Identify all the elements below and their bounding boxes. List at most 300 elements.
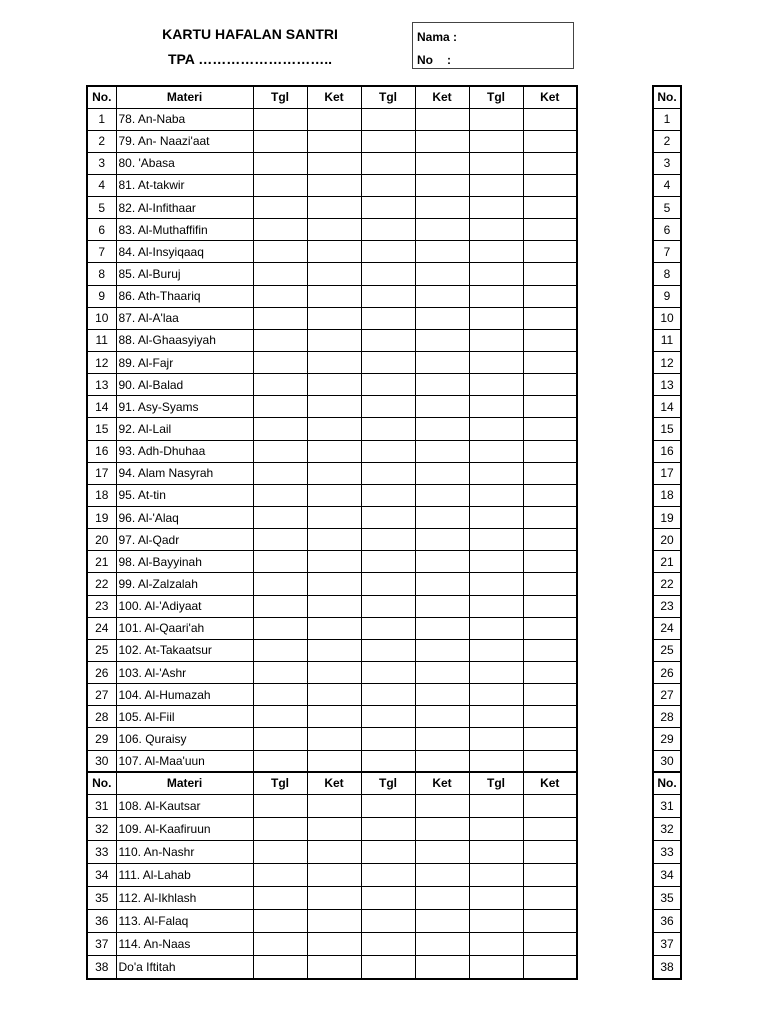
ket-cell[interactable]	[523, 219, 577, 241]
tgl-cell[interactable]	[361, 706, 415, 728]
ket-cell[interactable]	[307, 507, 361, 529]
tgl-cell[interactable]	[469, 910, 523, 933]
ket-cell[interactable]	[307, 197, 361, 219]
tgl-cell[interactable]	[361, 864, 415, 887]
tgl-cell[interactable]	[469, 684, 523, 706]
tgl-cell[interactable]	[469, 617, 523, 639]
table-row	[87, 551, 577, 573]
ket-cell[interactable]	[307, 263, 361, 285]
materi-cell: 100. Al-'Adiyaat	[116, 595, 253, 617]
ket-cell[interactable]	[415, 462, 469, 484]
tgl-cell[interactable]	[361, 263, 415, 285]
ket-cell[interactable]	[415, 329, 469, 351]
table-row	[87, 263, 577, 285]
ket-cell[interactable]	[307, 285, 361, 307]
ket-cell[interactable]	[415, 728, 469, 750]
tgl-cell[interactable]	[253, 352, 307, 374]
ket-cell[interactable]	[415, 887, 469, 910]
tgl-cell[interactable]	[253, 933, 307, 956]
tgl-cell[interactable]	[469, 864, 523, 887]
tgl-cell[interactable]	[469, 108, 523, 130]
tgl-cell[interactable]	[361, 484, 415, 506]
tgl-cell[interactable]	[361, 794, 415, 817]
tgl-cell[interactable]	[361, 197, 415, 219]
tgl-cell[interactable]	[469, 352, 523, 374]
ket-cell[interactable]	[415, 152, 469, 174]
ket-cell[interactable]	[415, 794, 469, 817]
tgl-cell[interactable]	[361, 910, 415, 933]
tgl-cell[interactable]	[361, 728, 415, 750]
side-row-number: 15	[653, 418, 681, 440]
tgl-cell[interactable]	[469, 933, 523, 956]
tgl-cell[interactable]	[253, 130, 307, 152]
tgl-cell[interactable]	[253, 285, 307, 307]
ket-cell[interactable]	[415, 197, 469, 219]
tgl-cell[interactable]	[469, 130, 523, 152]
row-number: 1	[87, 108, 116, 130]
tgl-cell[interactable]	[469, 484, 523, 506]
ket-cell[interactable]	[523, 817, 577, 840]
no-field[interactable]	[417, 53, 451, 67]
ket-cell[interactable]	[307, 750, 361, 772]
materi-cell: 86. Ath-Thaariq	[116, 285, 253, 307]
side-row-number: 23	[653, 595, 681, 617]
tgl-cell[interactable]	[469, 440, 523, 462]
tgl-cell[interactable]	[253, 484, 307, 506]
ket-cell[interactable]	[415, 551, 469, 573]
row-number: 8	[87, 263, 116, 285]
side-row-number: 2	[653, 130, 681, 152]
ket-cell[interactable]	[307, 329, 361, 351]
row-number: 30	[87, 750, 116, 772]
side-row	[653, 440, 681, 462]
ket-cell[interactable]	[415, 219, 469, 241]
tgl-cell[interactable]	[361, 307, 415, 329]
ket-cell[interactable]	[415, 374, 469, 396]
ket-cell[interactable]	[523, 595, 577, 617]
ket-cell[interactable]	[415, 617, 469, 639]
materi-cell: 97. Al-Qadr	[116, 529, 253, 551]
tgl-cell[interactable]	[469, 706, 523, 728]
tgl-cell[interactable]	[469, 529, 523, 551]
table-row	[87, 219, 577, 241]
tgl-cell[interactable]	[469, 374, 523, 396]
tgl-cell[interactable]	[253, 219, 307, 241]
ket-cell[interactable]	[307, 617, 361, 639]
tgl-cell[interactable]	[253, 794, 307, 817]
tgl-cell[interactable]	[469, 263, 523, 285]
tgl-cell[interactable]	[469, 662, 523, 684]
ket-cell[interactable]	[415, 750, 469, 772]
ket-cell[interactable]	[415, 529, 469, 551]
row-number: 38	[87, 956, 116, 979]
tgl-cell[interactable]	[253, 662, 307, 684]
ket-cell[interactable]	[307, 706, 361, 728]
ket-cell[interactable]	[523, 840, 577, 863]
materi-cell: 81. At-takwir	[116, 174, 253, 196]
row-number: 32	[87, 817, 116, 840]
table-row	[87, 728, 577, 750]
tgl-cell[interactable]	[361, 418, 415, 440]
tgl-cell[interactable]	[361, 662, 415, 684]
ket-cell[interactable]	[523, 794, 577, 817]
tgl-cell[interactable]	[469, 174, 523, 196]
ket-cell[interactable]	[307, 307, 361, 329]
ket-cell[interactable]	[415, 706, 469, 728]
side-row	[653, 617, 681, 639]
ket-cell[interactable]	[307, 817, 361, 840]
ket-cell[interactable]	[307, 152, 361, 174]
ket-cell[interactable]	[415, 840, 469, 863]
table-row	[87, 307, 577, 329]
ket-cell[interactable]	[415, 817, 469, 840]
tgl-cell[interactable]	[253, 152, 307, 174]
tgl-cell[interactable]	[361, 617, 415, 639]
tgl-cell[interactable]	[361, 840, 415, 863]
side-row	[653, 956, 681, 979]
row-number: 9	[87, 285, 116, 307]
row-number: 29	[87, 728, 116, 750]
table-row	[87, 529, 577, 551]
ket-cell[interactable]	[307, 529, 361, 551]
ket-cell[interactable]	[307, 728, 361, 750]
tgl-cell[interactable]	[253, 440, 307, 462]
ket-cell[interactable]	[523, 529, 577, 551]
table-row	[87, 484, 577, 506]
table-row	[87, 706, 577, 728]
side-row	[653, 551, 681, 573]
ket-cell[interactable]	[523, 263, 577, 285]
ket-cell[interactable]	[523, 108, 577, 130]
ket-cell[interactable]	[415, 864, 469, 887]
tgl-cell[interactable]	[253, 396, 307, 418]
side-row	[653, 794, 681, 817]
ket-cell[interactable]	[307, 462, 361, 484]
tgl-cell[interactable]	[469, 728, 523, 750]
tgl-cell[interactable]	[253, 684, 307, 706]
tgl-cell[interactable]	[361, 750, 415, 772]
materi-cell: 89. Al-Fajr	[116, 352, 253, 374]
tgl-cell[interactable]	[361, 817, 415, 840]
tgl-cell[interactable]	[253, 108, 307, 130]
ket-cell[interactable]	[523, 307, 577, 329]
tgl-cell[interactable]	[253, 418, 307, 440]
materi-cell: 110. An-Nashr	[116, 840, 253, 863]
ket-cell[interactable]	[307, 933, 361, 956]
ket-cell[interactable]	[415, 507, 469, 529]
ket-cell[interactable]	[415, 396, 469, 418]
tgl-cell[interactable]	[469, 307, 523, 329]
ket-cell[interactable]	[415, 684, 469, 706]
tgl-cell[interactable]	[469, 285, 523, 307]
column-header: Ket	[307, 86, 361, 108]
ket-cell[interactable]	[415, 595, 469, 617]
ket-cell[interactable]	[523, 329, 577, 351]
tgl-cell[interactable]	[253, 817, 307, 840]
ket-cell[interactable]	[523, 241, 577, 263]
tgl-cell[interactable]	[361, 507, 415, 529]
tgl-cell[interactable]	[253, 507, 307, 529]
ket-cell[interactable]	[307, 551, 361, 573]
tgl-cell[interactable]	[253, 529, 307, 551]
side-row-number: 29	[653, 728, 681, 750]
tgl-cell[interactable]	[253, 329, 307, 351]
tgl-cell[interactable]	[253, 174, 307, 196]
table-row	[87, 864, 577, 887]
tgl-cell[interactable]	[361, 573, 415, 595]
materi-cell: 94. Alam Nasyrah	[116, 462, 253, 484]
ket-cell[interactable]	[523, 684, 577, 706]
ket-cell[interactable]	[523, 551, 577, 573]
nama-field[interactable]	[417, 30, 457, 44]
tgl-cell[interactable]	[253, 617, 307, 639]
tgl-cell[interactable]	[253, 639, 307, 661]
tgl-cell[interactable]	[361, 551, 415, 573]
ket-cell[interactable]	[523, 617, 577, 639]
tgl-cell[interactable]	[253, 864, 307, 887]
tgl-cell[interactable]	[253, 595, 307, 617]
ket-cell[interactable]	[307, 484, 361, 506]
row-number: 24	[87, 617, 116, 639]
ket-cell[interactable]	[415, 933, 469, 956]
ket-cell[interactable]	[523, 910, 577, 933]
ket-cell[interactable]	[523, 152, 577, 174]
ket-cell[interactable]	[307, 396, 361, 418]
row-number: 5	[87, 197, 116, 219]
tgl-cell[interactable]	[361, 241, 415, 263]
ket-cell[interactable]	[307, 241, 361, 263]
tgl-cell[interactable]	[361, 374, 415, 396]
ket-cell[interactable]	[415, 484, 469, 506]
tgl-cell[interactable]	[469, 887, 523, 910]
tgl-cell[interactable]	[469, 840, 523, 863]
tgl-cell[interactable]	[253, 956, 307, 979]
ket-cell[interactable]	[415, 418, 469, 440]
tgl-cell[interactable]	[253, 374, 307, 396]
ket-cell[interactable]	[307, 910, 361, 933]
tgl-cell[interactable]	[469, 152, 523, 174]
tgl-cell[interactable]	[361, 285, 415, 307]
ket-cell[interactable]	[523, 662, 577, 684]
tgl-cell[interactable]	[469, 197, 523, 219]
tgl-cell[interactable]	[361, 219, 415, 241]
ket-cell[interactable]	[523, 956, 577, 979]
tgl-cell[interactable]	[469, 507, 523, 529]
row-number: 33	[87, 840, 116, 863]
materi-cell: 78. An-Naba	[116, 108, 253, 130]
tgl-cell[interactable]	[469, 396, 523, 418]
ket-cell[interactable]	[307, 684, 361, 706]
column-header: Materi	[116, 86, 253, 108]
tgl-cell[interactable]	[253, 241, 307, 263]
ket-cell[interactable]	[307, 418, 361, 440]
tgl-cell[interactable]	[361, 462, 415, 484]
tgl-cell[interactable]	[469, 639, 523, 661]
tgl-cell[interactable]	[361, 352, 415, 374]
ket-cell[interactable]	[523, 418, 577, 440]
row-number: 3	[87, 152, 116, 174]
tgl-cell[interactable]	[469, 241, 523, 263]
materi-cell: 112. Al-Ikhlash	[116, 887, 253, 910]
materi-cell: 84. Al-Insyiqaaq	[116, 241, 253, 263]
tgl-cell[interactable]	[361, 933, 415, 956]
ket-cell[interactable]	[307, 595, 361, 617]
tgl-cell[interactable]	[469, 219, 523, 241]
ket-cell[interactable]	[307, 956, 361, 979]
ket-cell[interactable]	[415, 285, 469, 307]
ket-cell[interactable]	[307, 174, 361, 196]
side-row-number: 11	[653, 329, 681, 351]
table-row	[87, 887, 577, 910]
ket-cell[interactable]	[523, 396, 577, 418]
tgl-cell[interactable]	[469, 551, 523, 573]
row-number: 6	[87, 219, 116, 241]
tgl-cell[interactable]	[253, 887, 307, 910]
tgl-cell[interactable]	[361, 130, 415, 152]
tgl-cell[interactable]	[253, 307, 307, 329]
side-row	[653, 684, 681, 706]
tgl-cell[interactable]	[253, 263, 307, 285]
tgl-cell[interactable]	[253, 706, 307, 728]
ket-cell[interactable]	[523, 728, 577, 750]
row-number: 31	[87, 794, 116, 817]
ket-cell[interactable]	[523, 887, 577, 910]
tgl-cell[interactable]	[361, 440, 415, 462]
ket-cell[interactable]	[307, 864, 361, 887]
ket-cell[interactable]	[523, 484, 577, 506]
ket-cell[interactable]	[415, 352, 469, 374]
ket-cell[interactable]	[307, 639, 361, 661]
tgl-cell[interactable]	[253, 573, 307, 595]
tgl-cell[interactable]	[469, 573, 523, 595]
ket-cell[interactable]	[415, 263, 469, 285]
ket-cell[interactable]	[523, 462, 577, 484]
ket-cell[interactable]	[307, 374, 361, 396]
ket-cell[interactable]	[523, 374, 577, 396]
tgl-cell[interactable]	[253, 910, 307, 933]
side-row	[653, 174, 681, 196]
tgl-cell[interactable]	[361, 956, 415, 979]
ket-cell[interactable]	[307, 352, 361, 374]
ket-cell[interactable]	[523, 750, 577, 772]
tgl-cell[interactable]	[253, 462, 307, 484]
tgl-cell[interactable]	[361, 108, 415, 130]
materi-cell: 103. Al-'Ashr	[116, 662, 253, 684]
ket-cell[interactable]	[307, 794, 361, 817]
tgl-cell[interactable]	[469, 956, 523, 979]
ket-cell[interactable]	[523, 864, 577, 887]
tgl-cell[interactable]	[361, 887, 415, 910]
ket-cell[interactable]	[415, 956, 469, 979]
tgl-cell[interactable]	[469, 418, 523, 440]
table-row	[87, 684, 577, 706]
ket-cell[interactable]	[415, 241, 469, 263]
ket-cell[interactable]	[523, 639, 577, 661]
row-number: 4	[87, 174, 116, 196]
row-number: 19	[87, 507, 116, 529]
table-row	[87, 794, 577, 817]
tgl-cell[interactable]	[469, 750, 523, 772]
ket-cell[interactable]	[523, 706, 577, 728]
materi-cell: 99. Al-Zalzalah	[116, 573, 253, 595]
ket-cell[interactable]	[307, 662, 361, 684]
tgl-cell[interactable]	[361, 152, 415, 174]
ket-cell[interactable]	[307, 840, 361, 863]
ket-cell[interactable]	[415, 662, 469, 684]
materi-cell: 96. Al-'Alaq	[116, 507, 253, 529]
tgl-cell[interactable]	[253, 750, 307, 772]
ket-cell[interactable]	[307, 440, 361, 462]
row-number: 18	[87, 484, 116, 506]
ket-cell[interactable]	[523, 285, 577, 307]
tgl-cell[interactable]	[253, 197, 307, 219]
side-row	[653, 728, 681, 750]
ket-cell[interactable]	[415, 639, 469, 661]
ket-cell[interactable]	[523, 933, 577, 956]
ket-cell[interactable]	[415, 174, 469, 196]
ket-cell[interactable]	[307, 108, 361, 130]
tgl-cell[interactable]	[469, 329, 523, 351]
tgl-cell[interactable]	[361, 174, 415, 196]
side-header-row	[653, 86, 681, 108]
ket-cell[interactable]	[523, 197, 577, 219]
table-row	[87, 617, 577, 639]
ket-cell[interactable]	[523, 174, 577, 196]
side-row	[653, 595, 681, 617]
tgl-cell[interactable]	[361, 529, 415, 551]
tgl-cell[interactable]	[361, 329, 415, 351]
tgl-cell[interactable]	[253, 840, 307, 863]
ket-cell[interactable]	[523, 507, 577, 529]
ket-cell[interactable]	[307, 573, 361, 595]
side-row	[653, 197, 681, 219]
row-number: 23	[87, 595, 116, 617]
ket-cell[interactable]	[523, 573, 577, 595]
tgl-cell[interactable]	[253, 728, 307, 750]
ket-cell[interactable]	[415, 307, 469, 329]
ket-cell[interactable]	[307, 130, 361, 152]
side-row-number: 34	[653, 864, 681, 887]
tgl-cell[interactable]	[361, 595, 415, 617]
ket-cell[interactable]	[523, 352, 577, 374]
side-row-number: 35	[653, 887, 681, 910]
row-number: 17	[87, 462, 116, 484]
tgl-cell[interactable]	[469, 462, 523, 484]
side-row-number: 5	[653, 197, 681, 219]
ket-cell[interactable]	[415, 910, 469, 933]
materi-cell: 105. Al-Fiil	[116, 706, 253, 728]
ket-cell[interactable]	[415, 130, 469, 152]
tgl-cell[interactable]	[469, 595, 523, 617]
ket-cell[interactable]	[415, 108, 469, 130]
tgl-cell[interactable]	[361, 396, 415, 418]
tgl-cell[interactable]	[469, 817, 523, 840]
table-row	[87, 241, 577, 263]
tgl-cell[interactable]	[253, 551, 307, 573]
side-row-number: 38	[653, 956, 681, 979]
tgl-cell[interactable]	[361, 639, 415, 661]
tgl-cell[interactable]	[361, 684, 415, 706]
ket-cell[interactable]	[415, 440, 469, 462]
table-row	[87, 396, 577, 418]
ket-cell[interactable]	[307, 887, 361, 910]
ket-cell[interactable]	[415, 573, 469, 595]
side-row-number: 8	[653, 263, 681, 285]
tgl-cell[interactable]	[469, 794, 523, 817]
ket-cell[interactable]	[523, 440, 577, 462]
ket-cell[interactable]	[523, 130, 577, 152]
ket-cell[interactable]	[307, 219, 361, 241]
